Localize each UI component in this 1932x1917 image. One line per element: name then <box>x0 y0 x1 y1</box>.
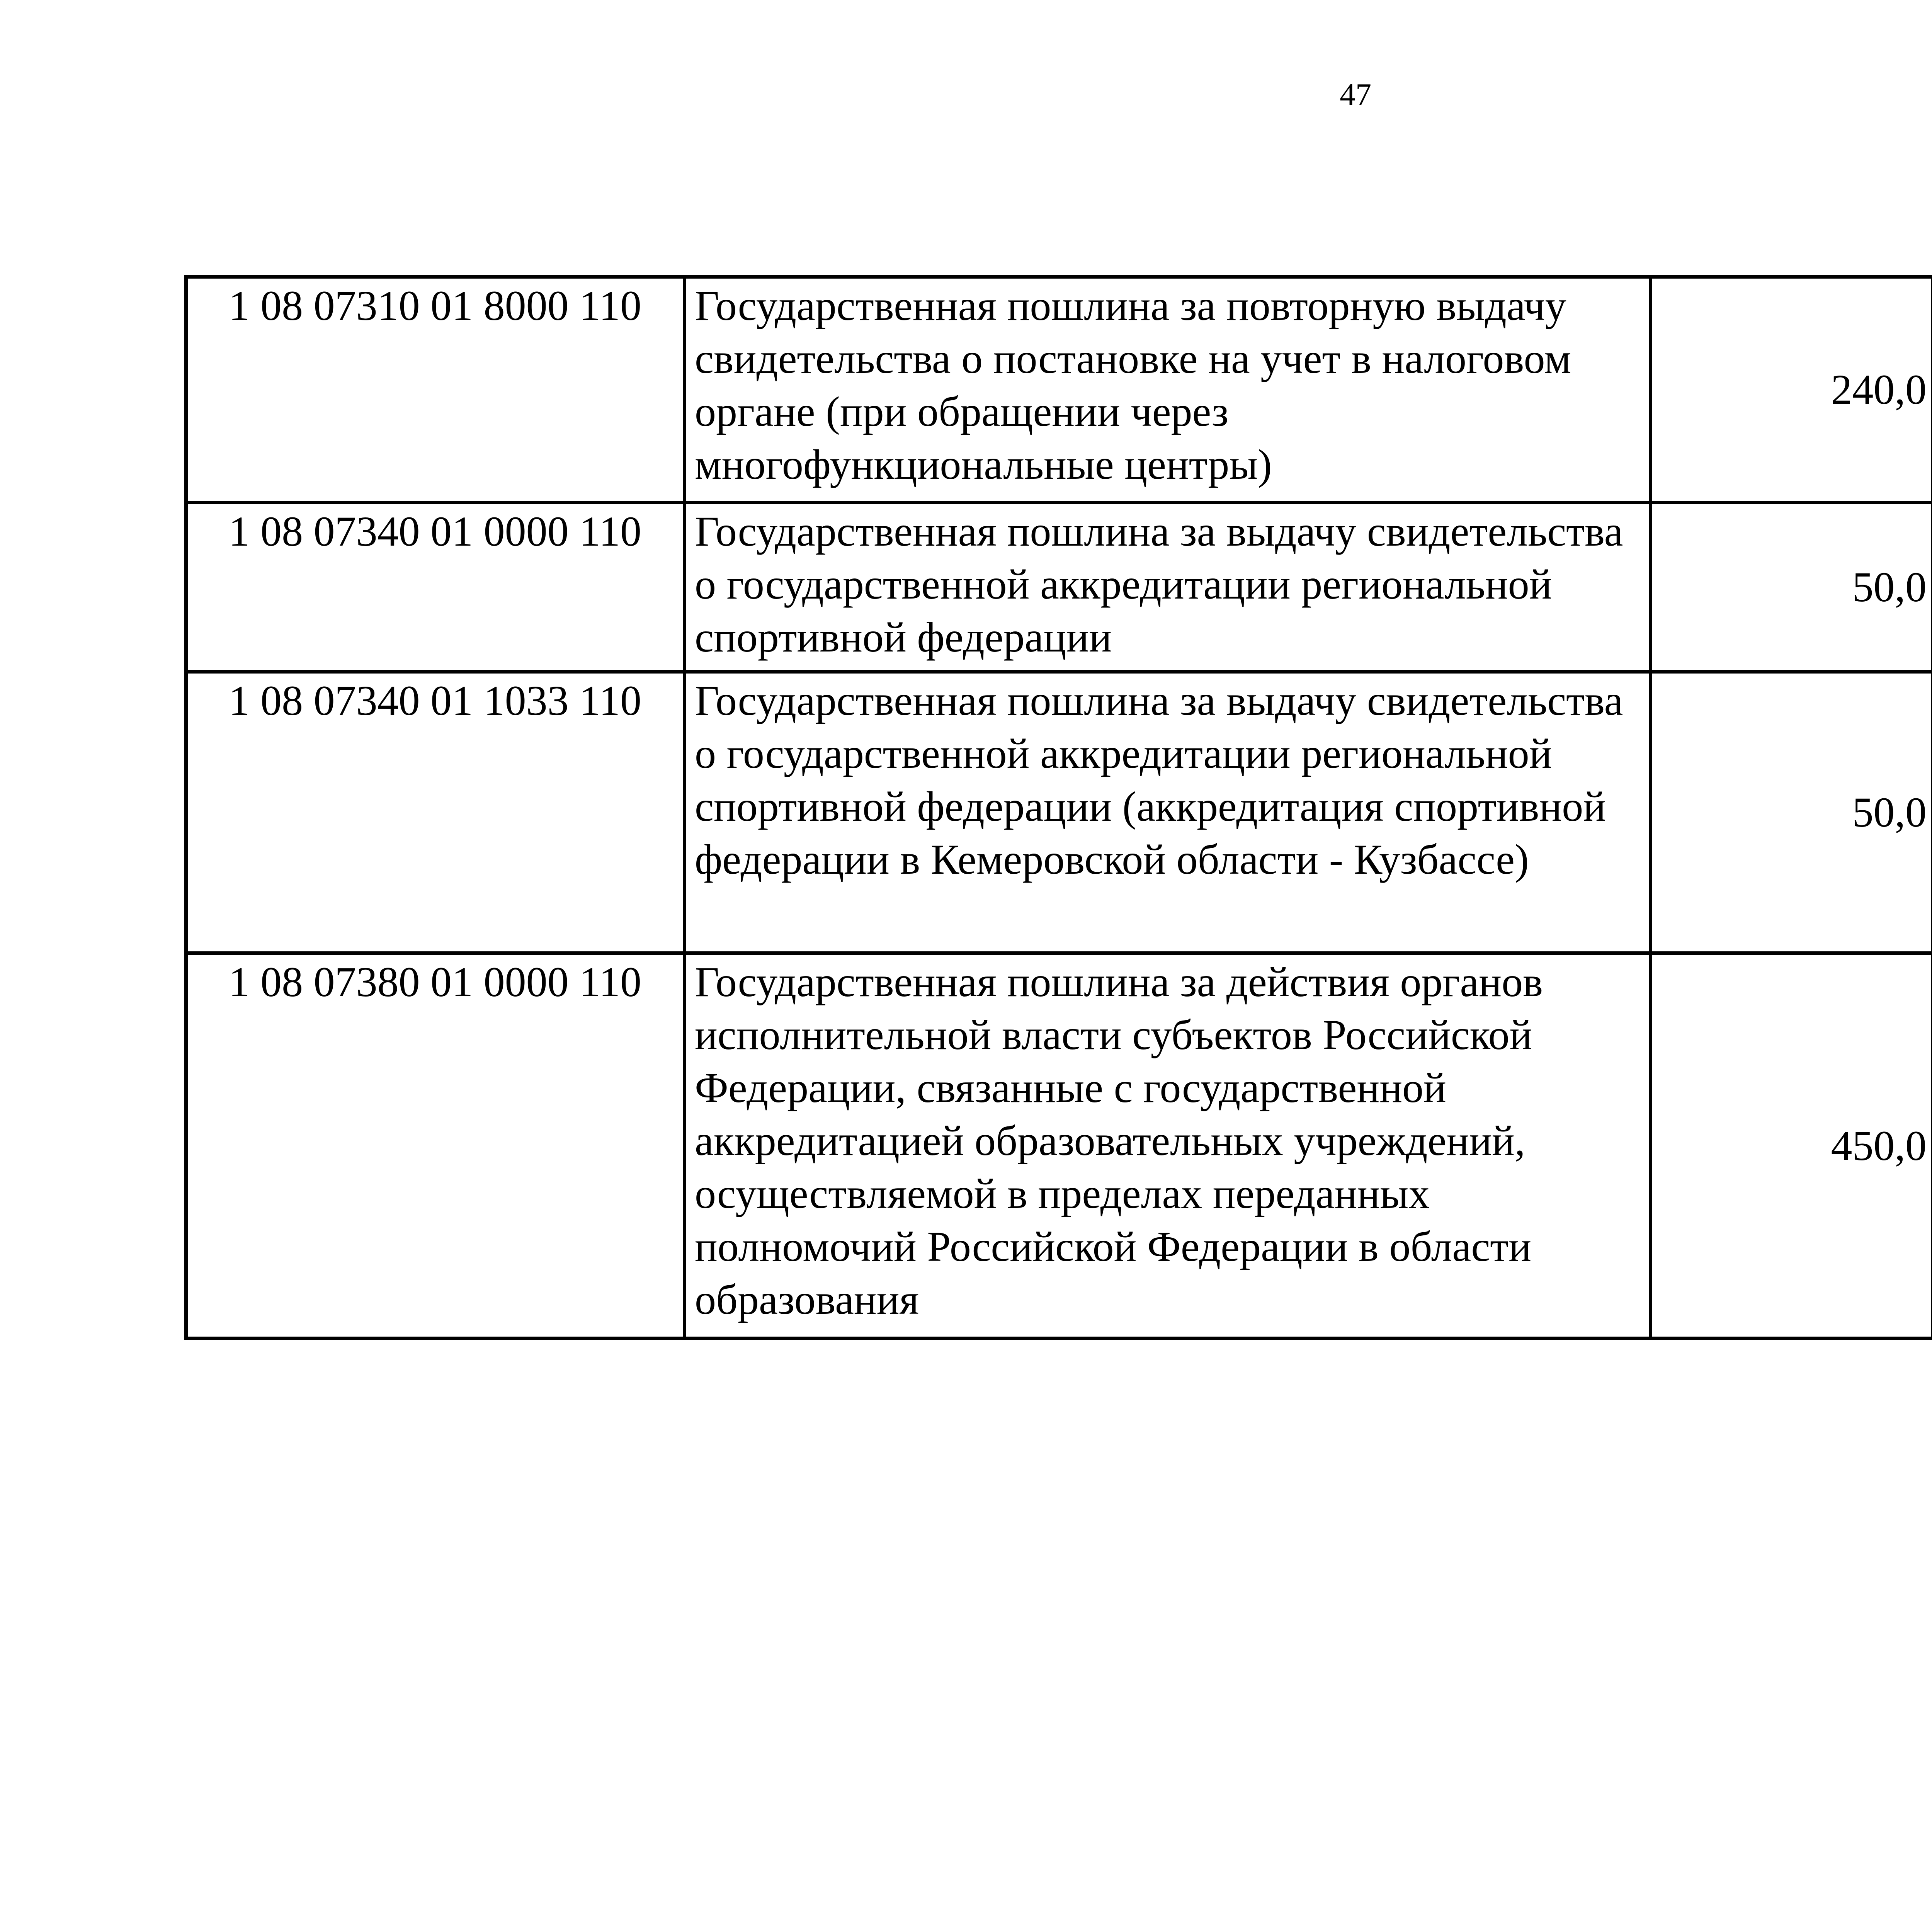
budget-code-cell: 1 08 07310 01 8000 110 <box>186 277 685 503</box>
amount-cell-1: 50,0 <box>1651 503 1932 672</box>
income-name-cell: Государственная пошлина за повторную выдачу свидетельства о постановке на учет в налоговом органе (при обращении через многофункциональные центры) <box>685 277 1651 503</box>
page-number: 47 <box>1340 77 1371 112</box>
income-name-cell: Государственная пошлина за выдачу свидетельства о государственной аккредитации региональной спортивной федерации (аккредитация спортивной федерации в Кемеровской области - Кузбассе) <box>685 672 1651 953</box>
income-name-cell: Государственная пошлина за выдачу свидетельства о государственной аккредитации региональной спортивной федерации <box>685 503 1651 672</box>
amount-cell-1: 50,0 <box>1651 672 1932 953</box>
amount-cell-1: 450,0 <box>1651 953 1932 1339</box>
budget-code-cell: 1 08 07340 01 0000 110 <box>186 503 685 672</box>
budget-table <box>184 275 1932 1340</box>
table-row <box>186 953 1932 1339</box>
table-row <box>186 503 1932 672</box>
table-row <box>186 672 1932 953</box>
amount-cell-1: 240,0 <box>1651 277 1932 503</box>
budget-code-cell: 1 08 07340 01 1033 110 <box>186 672 685 953</box>
income-name-cell: Государственная пошлина за действия органов исполнительной власти субъектов Российской Федерации, связанные с государственной аккредитацией образовательных учреждений, осуществляемой в пределах переданных полномочий Российской Федерации в области образования <box>685 953 1651 1339</box>
table-row <box>186 277 1932 503</box>
budget-code-cell: 1 08 07380 01 0000 110 <box>186 953 685 1339</box>
